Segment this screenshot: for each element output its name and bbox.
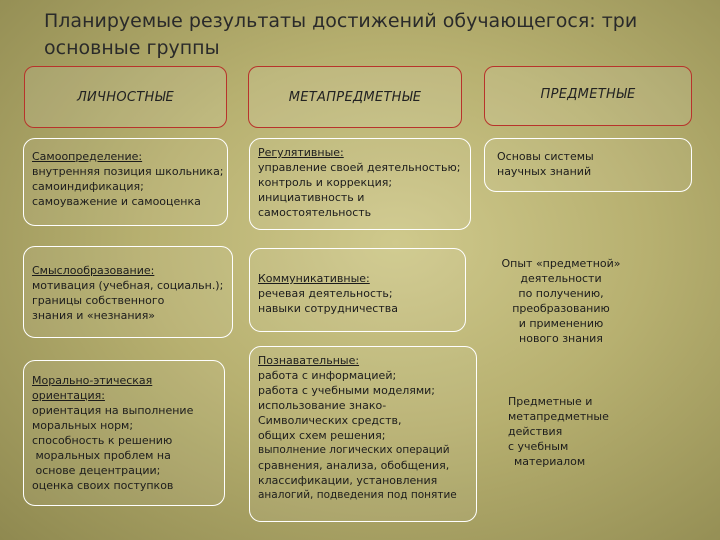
box-line: способность к решению [32, 434, 173, 447]
box-line: работа с учебными моделями; [258, 384, 436, 397]
block-line: и применению [518, 317, 604, 330]
meta-communicative-box [249, 248, 466, 332]
box-heading: Самоопределение: [32, 150, 143, 163]
personal-self-determination-box [23, 138, 228, 226]
box-line: мотивация (учебная, социальн.); [32, 279, 224, 292]
box-line: выполнение логических операций [258, 444, 450, 456]
block-line: с учебным [508, 440, 569, 453]
box-line: Основы системы [497, 150, 594, 163]
box-line: общих схем решения; [258, 429, 386, 442]
box-line: оценка своих поступков [32, 479, 174, 492]
box-heading: Смыслообразование: [32, 264, 155, 277]
box-heading: Коммуникативные: [258, 272, 370, 285]
box-line: аналогий, подведения под понятие [258, 489, 457, 501]
box-line: границы собственного [32, 294, 165, 307]
box-line: знания и «незнания» [32, 309, 156, 322]
box-line: использование знако- [258, 399, 387, 412]
box-line: инициативность и [258, 191, 365, 204]
box-line: речевая деятельность; [258, 287, 393, 300]
box-line: самоиндификация; [32, 180, 144, 193]
box-line: классификации, установления [258, 474, 438, 487]
header-meta-label: МЕТАПРЕДМЕТНЫЕ [288, 89, 422, 105]
block-line: Опыт «предметной» [501, 257, 621, 270]
block-line: метапредметные [508, 410, 609, 423]
header-subject [484, 66, 692, 126]
box-line: моральных норм; [32, 419, 134, 432]
header-subject-label: ПРЕДМЕТНЫЕ [540, 87, 636, 102]
box-line: управление своей деятельностью; [258, 161, 461, 174]
box-line: научных знаний [497, 165, 592, 178]
box-line: работа с информацией; [258, 369, 397, 382]
box-heading: Регулятивные: [258, 146, 344, 159]
header-personal [24, 66, 227, 128]
box-line: сравнения, анализа, обобщения, [258, 459, 450, 472]
slide-title-line-1: Планируемые результаты достижений обучающегося: три [44, 10, 638, 32]
slide-title [44, 8, 684, 62]
subject-knowledge-box [484, 138, 692, 192]
box-line: Символических средств, [258, 414, 402, 427]
box-line: основе децентрации; [32, 464, 161, 477]
block-line: материалом [514, 455, 586, 468]
box-line: ориентация на выполнение [32, 404, 194, 417]
header-personal-label: ЛИЧНОСТНЫЕ [76, 89, 175, 105]
block-line: нового знания [519, 332, 603, 345]
box-heading: Морально-этическая [32, 374, 153, 387]
box-line: контроль и коррекция; [258, 176, 393, 189]
box-line: внутренняя позиция школьника; [32, 165, 224, 178]
box-heading: ориентация: [32, 389, 105, 402]
block-line: по получению, [518, 287, 604, 300]
block-line: Предметные и [508, 395, 593, 408]
header-meta [248, 66, 462, 128]
subject-actions-block [508, 394, 658, 469]
block-line: преобразованию [512, 302, 610, 315]
personal-meaning-box [23, 246, 233, 338]
box-line: самостоятельность [258, 206, 372, 219]
block-line: деятельности [520, 272, 602, 285]
block-line: действия [508, 425, 563, 438]
meta-cognitive-box [249, 346, 477, 522]
subject-experience-block [476, 256, 646, 346]
box-line: моральных проблем на [32, 449, 171, 462]
box-line: навыки сотрудничества [258, 302, 398, 315]
box-line: самоуважение и самооценка [32, 195, 201, 208]
slide-title-line-2: основные группы [44, 37, 220, 59]
meta-regulative-box [249, 138, 471, 230]
box-heading: Познавательные: [258, 354, 360, 367]
personal-moral-box [23, 360, 225, 506]
